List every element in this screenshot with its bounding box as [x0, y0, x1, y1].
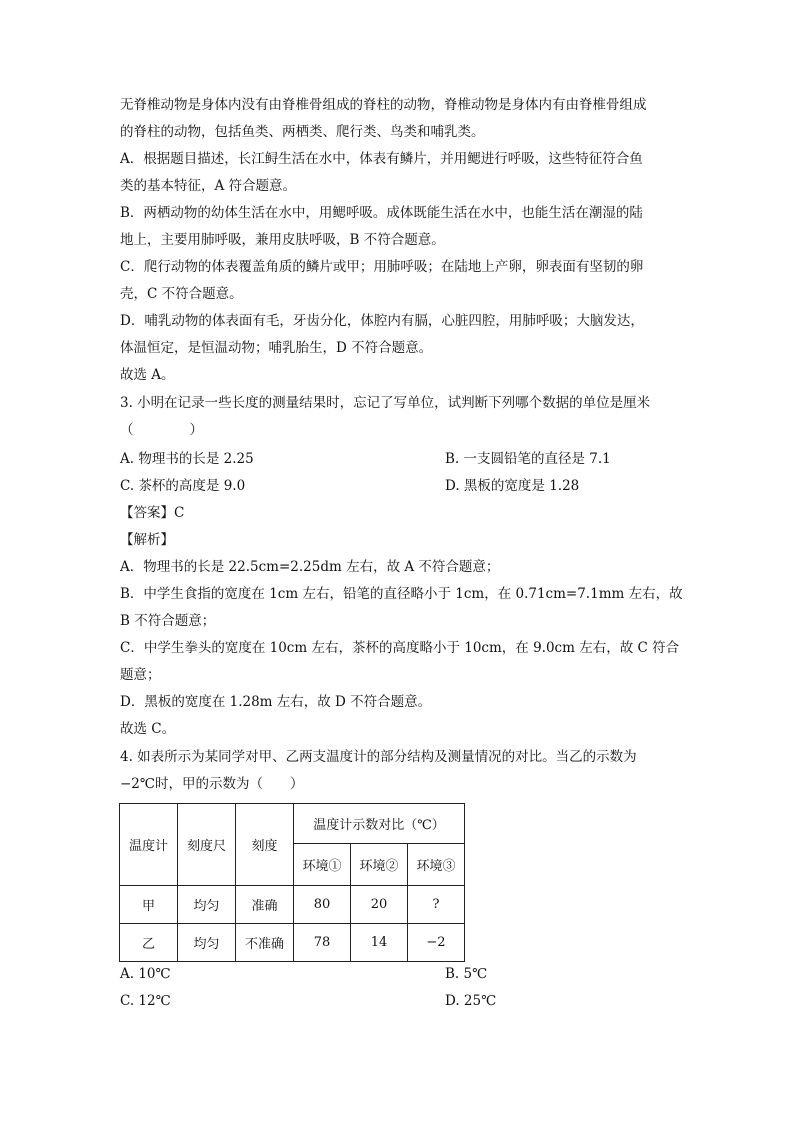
q3-analysis-label: 【解析】 — [120, 532, 174, 548]
q3-paren — [120, 420, 203, 440]
q3-analysis-line-3: B 不符合题意； — [120, 613, 216, 629]
row-name: 甲 — [120, 886, 178, 924]
q4-option-a: A. 10℃ — [120, 966, 171, 982]
row-value-env-2: 20 — [351, 886, 408, 924]
q3-analysis-line-4: C．中学生拳头的宽度在 10cm 左右，茶杯的高度略小于 10cm，在 9.0cm 左右，故 C 符合 — [120, 640, 680, 656]
q2-analysis-line-3: B．两栖动物的幼体生活在水中，用鳃呼吸。成体既能生活在水中，也能生活在潮湿的陆 — [120, 205, 643, 221]
thermometer-comparison-table — [119, 803, 465, 962]
q2-analysis-line-4: 地上，主要用肺呼吸，兼用皮肤呼吸，B 不符合题意。 — [120, 232, 445, 248]
q3-analysis-line-5: 题意； — [120, 667, 161, 683]
q2-analysis-line-1: A．根据题目描述，长江鲟生活在水中，体表有鳞片，并用鳃进行呼吸，这些特征符合鱼 — [120, 151, 643, 167]
intro-line-2: 的脊柱的动物，包括鱼类、两栖类、爬行类、鸟类和哺乳类。 — [120, 124, 485, 140]
q4-option-d: D. 25℃ — [445, 993, 497, 1009]
row-scale: 均匀 — [178, 886, 236, 924]
q4-stem: 4. 如表所示为某同学对甲、乙两支温度计的部分结构及测量情况的对比。当乙的示数为 — [120, 749, 637, 765]
q2-analysis-line-5: C．爬行动物的体表覆盖角质的鳞片或甲；用肺呼吸；在陆地上产卵，卵表面有坚韧的卵 — [120, 259, 644, 275]
header-compare: 温度计示数对比（℃） — [294, 804, 465, 844]
q3-analysis-line-1: A．物理书的长是 22.5cm=2.25dm 左右，故 A 不符合题意； — [120, 559, 500, 575]
q3-option-d: D. 黑板的宽度是 1.28 — [445, 478, 580, 494]
table-row — [120, 924, 465, 962]
q2-analysis-line-6: 壳，C 不符合题意。 — [120, 286, 243, 302]
q4-stem-2: −2℃时，甲的示数为（ ） — [120, 776, 304, 792]
q3-paren-open: （ — [120, 422, 134, 438]
row-value-env-3: −2 — [408, 924, 465, 962]
q3-analysis-line-2: B．中学生食指的宽度在 1cm 左右，铅笔的直径略小于 1cm，在 0.71cm=7.1mm 左右，故 — [120, 586, 683, 602]
q3-stem: 3. 小明在记录一些长度的测量结果时，忘记了写单位，试判断下列哪个数据的单位是厘米 — [120, 395, 651, 411]
intro-line-1: 无脊椎动物是身体内没有由脊椎骨组成的脊柱的动物，脊椎动物是身体内有由脊椎骨组成 — [120, 97, 647, 113]
q3-conclusion: 故选 C。 — [120, 721, 176, 737]
q3-option-c: C. 茶杯的高度是 9.0 — [120, 478, 246, 494]
row-value-env-2: 14 — [351, 924, 408, 962]
header-env-1: 环境① — [294, 844, 351, 886]
table-row — [120, 886, 465, 924]
q2-conclusion: 故选 A。 — [120, 367, 175, 383]
q4-option-c: C. 12℃ — [120, 993, 171, 1009]
row-mark: 不准确 — [236, 924, 294, 962]
q3-paren-close: ） — [189, 422, 203, 438]
q3-option-a: A. 物理书的长是 2.25 — [120, 451, 254, 467]
header-mark: 刻度 — [236, 804, 294, 886]
q2-analysis-line-2: 类的基本特征，A 符合题意。 — [120, 178, 297, 194]
q4-option-b: B. 5℃ — [445, 966, 488, 982]
q3-option-b: B. 一支圆铅笔的直径是 7.1 — [445, 451, 611, 467]
header-env-3: 环境③ — [408, 844, 465, 886]
row-value-env-1: 80 — [294, 886, 351, 924]
header-env-2: 环境② — [351, 844, 408, 886]
q2-analysis-line-8: 体温恒定，是恒温动物；哺乳胎生，D 不符合题意。 — [120, 340, 433, 356]
row-scale: 均匀 — [178, 924, 236, 962]
row-value-env-3: ? — [408, 886, 465, 924]
row-name: 乙 — [120, 924, 178, 962]
row-value-env-1: 78 — [294, 924, 351, 962]
header-scale: 刻度尺 — [178, 804, 236, 886]
q2-analysis-line-7: D．哺乳动物的体表面有毛，牙齿分化，体腔内有膈，心脏四腔，用肺呼吸；大脑发达， — [120, 313, 644, 329]
q3-analysis-line-6: D．黑板的宽度在 1.28m 左右，故 D 不符合题意。 — [120, 694, 432, 710]
header-thermometer: 温度计 — [120, 804, 178, 886]
row-mark: 准确 — [236, 886, 294, 924]
q3-answer: 【答案】C — [120, 505, 185, 521]
